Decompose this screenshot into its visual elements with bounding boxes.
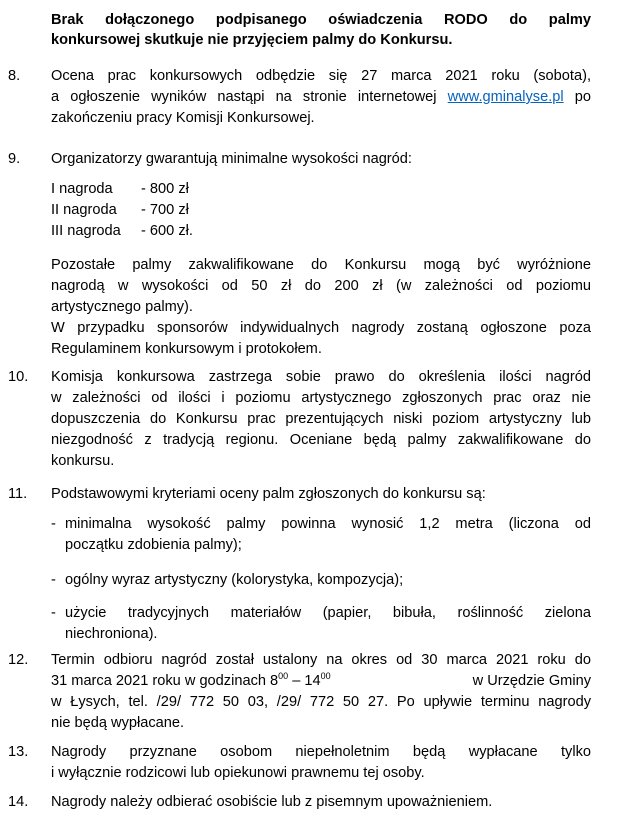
- criterion-line: minimalna wysokość palmy powinna wynosić 1,2 metra (liczona od: [65, 516, 591, 532]
- prize-amount: - 800 zł: [141, 181, 189, 197]
- item-text: 31 marca 2021 roku w godzinach 8: [51, 673, 279, 689]
- criterion-line: użycie tradycyjnych materiałów (papier, bibuła, roślinność zielona: [65, 605, 591, 621]
- prize-amount: - 600 zł.: [141, 223, 193, 239]
- item-number: 8.: [8, 68, 21, 84]
- item-line: Nagrody przyznane osobom niepełnoletnim będą wypłacane tylko: [51, 744, 591, 760]
- prize-row: [51, 200, 591, 221]
- item-line: Podstawowymi kryteriami oceny palm zgłoszonych do konkursu są:: [51, 486, 486, 502]
- rule-item-9: [8, 149, 591, 360]
- item-line: Organizatorzy gwarantują minimalne wysokości nagród:: [51, 151, 412, 167]
- item-text: a ogłoszenie wyników nastąpi na stronie internetowej: [51, 89, 437, 105]
- prize-row: [51, 221, 591, 242]
- dash-bullet: -: [51, 605, 56, 621]
- item-line: konkursu.: [51, 453, 115, 469]
- rule-item-13: [8, 742, 591, 784]
- item-line: w zależności od ilości i poziomu artystycznego zgłoszonych prac oraz nie: [51, 390, 591, 406]
- prize-name: II nagroda: [51, 202, 117, 218]
- item-number: 10.: [8, 369, 29, 385]
- criterion-line: początku zdobienia palmy);: [65, 537, 242, 553]
- criterion-line: ogólny wyraz artystyczny (kolorystyka, kompozycja);: [65, 572, 404, 588]
- prize-name: III nagroda: [51, 223, 121, 239]
- item-number: 12.: [8, 652, 29, 668]
- prize-amount: - 700 zł: [141, 202, 189, 218]
- rule-item-8: [8, 66, 591, 129]
- item-line: Regulaminem konkursowym i protokołem.: [51, 341, 322, 357]
- criterion: [51, 570, 591, 591]
- dash-bullet: -: [51, 516, 56, 532]
- item-line: Komisja konkursowa zastrzega sobie prawo do określenia ilości nagród: [51, 369, 591, 385]
- item-line: W przypadku sponsorów indywidualnych nagrody zostaną ogłoszone poza: [51, 320, 591, 336]
- item-line: dopuszczenia do Konkursu prac prezentujących niski poziom artystyczny lub: [51, 411, 591, 427]
- item-line: nie będą wypłacane.: [51, 715, 185, 731]
- rule-item-11: [8, 484, 591, 645]
- criterion-line: niechroniona).: [65, 626, 158, 642]
- dash-bullet: -: [51, 572, 56, 588]
- item-line: Nagrody należy odbierać osobiście lub z pisemnym upoważnieniem.: [51, 794, 493, 810]
- item-line: zakończeniu pracy Komisji Konkursowej.: [51, 110, 315, 126]
- website-link[interactable]: www.gminalyse.pl: [447, 89, 564, 105]
- item-line: niezgodność z tradycją regionu. Oceniane będą palmy zakwalifikowane do: [51, 432, 591, 448]
- prize-row: [51, 179, 591, 200]
- criterion: [51, 514, 591, 556]
- item-line: nagrodą w wysokości od 50 zł do 200 zł (w zależności od poziomu: [51, 278, 591, 294]
- criterion: [51, 603, 591, 645]
- rodo-notice-line-1: Brak dołączonego podpisanego oświadczenia RODO do palmy: [51, 12, 591, 28]
- item-number: 9.: [8, 151, 21, 167]
- item-text: – 14: [288, 673, 321, 689]
- rodo-notice-line-2: konkursowej skutkuje nie przyjęciem palmy do Konkursu.: [51, 32, 453, 48]
- hour-superscript: 00: [320, 671, 331, 681]
- rodo-notice: [51, 10, 591, 50]
- item-line: [51, 671, 591, 692]
- item-line: Termin odbioru nagród został ustalony na okres od 30 marca 2021 roku do: [51, 652, 591, 668]
- item-line: w Łysych, tel. /29/ 772 50 03, /29/ 772 50 27. Po upływie terminu nagrody: [51, 694, 591, 710]
- item-number: 14.: [8, 794, 29, 810]
- item-line: [51, 87, 591, 108]
- rule-item-10: [8, 367, 591, 472]
- item-number: 13.: [8, 744, 29, 760]
- rule-item-12: [8, 650, 591, 734]
- item-line: Pozostałe palmy zakwalifikowane do Konkursu mogą być wyróżnione: [51, 257, 591, 273]
- item-number: 11.: [8, 486, 28, 502]
- prize-name: I nagroda: [51, 181, 113, 197]
- item-line: i wyłącznie rodzicowi lub opiekunowi prawnemu tej osoby.: [51, 765, 425, 781]
- item-line: artystycznego palmy).: [51, 299, 193, 315]
- item-line: Ocena prac konkursowych odbędzie się 27 marca 2021 roku (sobota),: [51, 68, 591, 84]
- rule-item-14: [8, 792, 591, 813]
- item-text: po: [574, 89, 591, 105]
- hour-superscript: 00: [278, 671, 289, 681]
- item-text: w Urzędzie Gminy: [472, 673, 591, 689]
